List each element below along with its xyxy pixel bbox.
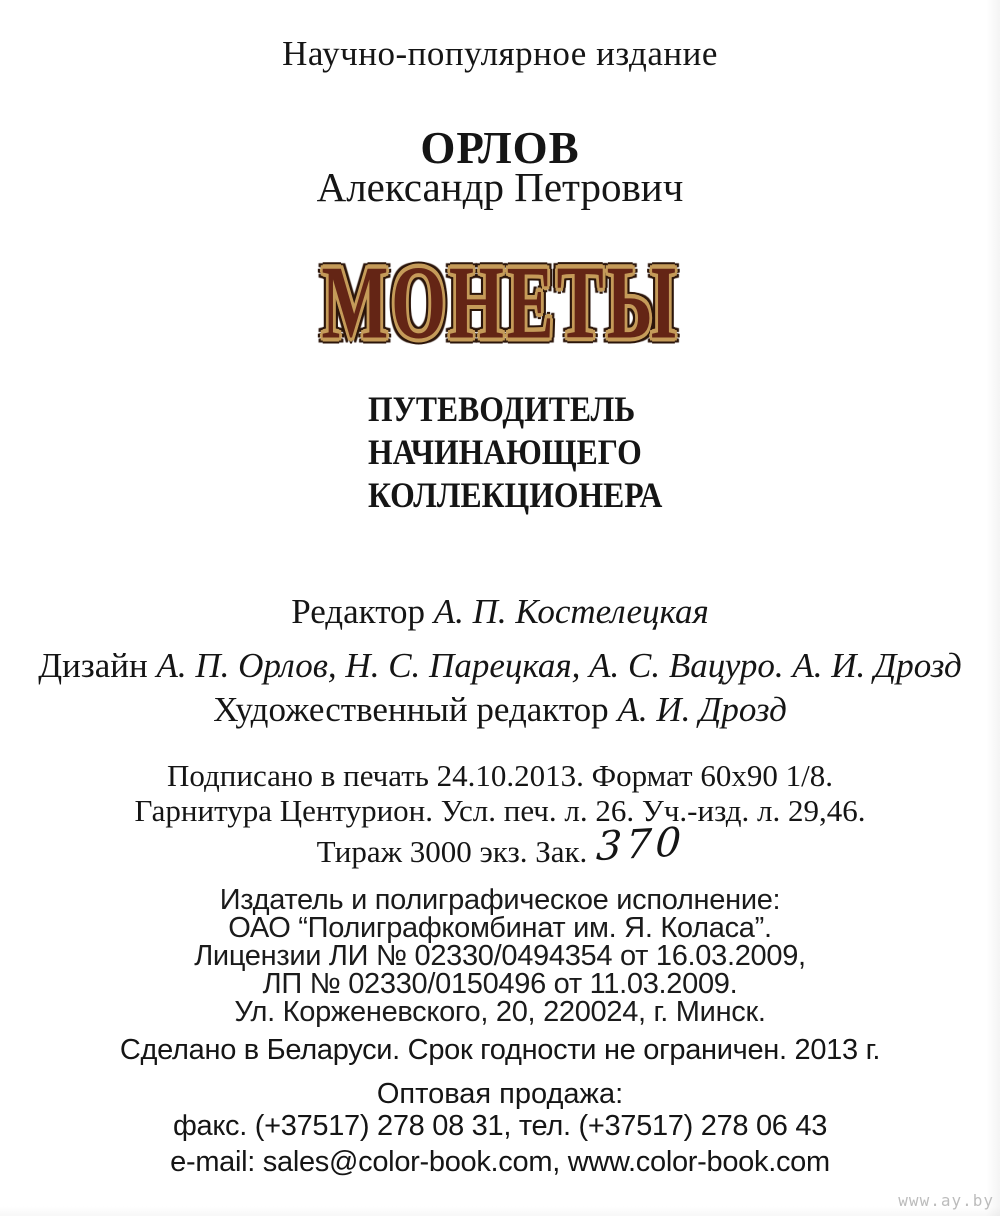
print-info-circulation (0, 819, 1000, 872)
book-subtitle (368, 388, 703, 517)
subtitle-line: КОЛЛЕКЦИОНЕРА (368, 475, 663, 515)
credit-art-editor (0, 690, 1000, 730)
contact-email-website: e-mail: sales@color-book.com, www.color-book.com (170, 1146, 830, 1178)
print-info-typeface-sheets: Гарнитура Центурион. Усл. печ. л. 26. Уч.-изд. л. 29,46. (134, 793, 866, 828)
wholesale-heading: Оптовая продажа: (376, 1078, 624, 1110)
credit-design (0, 646, 1000, 686)
publisher-name: ОАО “Полиграфкомбинат им. Я. Коласа”. (228, 912, 772, 944)
print-info-circulation-label: Тираж 3000 экз. Зак. (316, 834, 596, 869)
credit-design-names: А. П. Орлов, Н. С. Парецкая, А. С. Вацуро. А. И. Дрозд (156, 646, 962, 685)
book-title (0, 243, 1000, 361)
book-title-text: МОНЕТЫ (321, 243, 679, 361)
handwritten-order-number: 370 (595, 819, 687, 871)
subtitle-line: ПУТЕВОДИТЕЛЬ (368, 389, 636, 429)
credit-design-label: Дизайн (38, 646, 157, 685)
publisher-license-2: ЛП № 02330/0150496 от 11.03.2009. (262, 968, 738, 1000)
credit-editor-label: Редактор (291, 592, 434, 631)
credit-art-editor-name: А. И. Дрозд (617, 690, 787, 729)
author-surname: ОРЛОВ (420, 123, 580, 173)
contact-phones: факс. (+37517) 278 08 31, тел. (+37517) 278 06 43 (172, 1110, 828, 1142)
print-info-date-format: Подписано в печать 24.10.2013. Формат 60x90 1/8. (167, 758, 833, 793)
made-in-statement: Сделано в Беларуси. Срок годности не ограничен. 2013 г. (119, 1034, 881, 1066)
credit-editor-name: А. П. Костелецкая (433, 592, 709, 631)
site-watermark: www.ay.by (898, 1191, 994, 1210)
publisher-heading: Издатель и полиграфическое исполнение: (219, 884, 781, 916)
publisher-address: Ул. Корженевского, 20, 220024, г. Минск. (234, 996, 766, 1028)
publisher-license-1: Лицензии ЛИ № 02330/0494354 от 16.03.2009, (194, 940, 806, 972)
edition-type-label: Научно-популярное издание (282, 34, 718, 73)
credit-editor (0, 592, 1000, 632)
subtitle-line: НАЧИНАЮЩЕГО (368, 432, 642, 472)
author-name: Александр Петрович (316, 164, 684, 210)
credit-art-editor-label: Художественный редактор (213, 690, 618, 729)
